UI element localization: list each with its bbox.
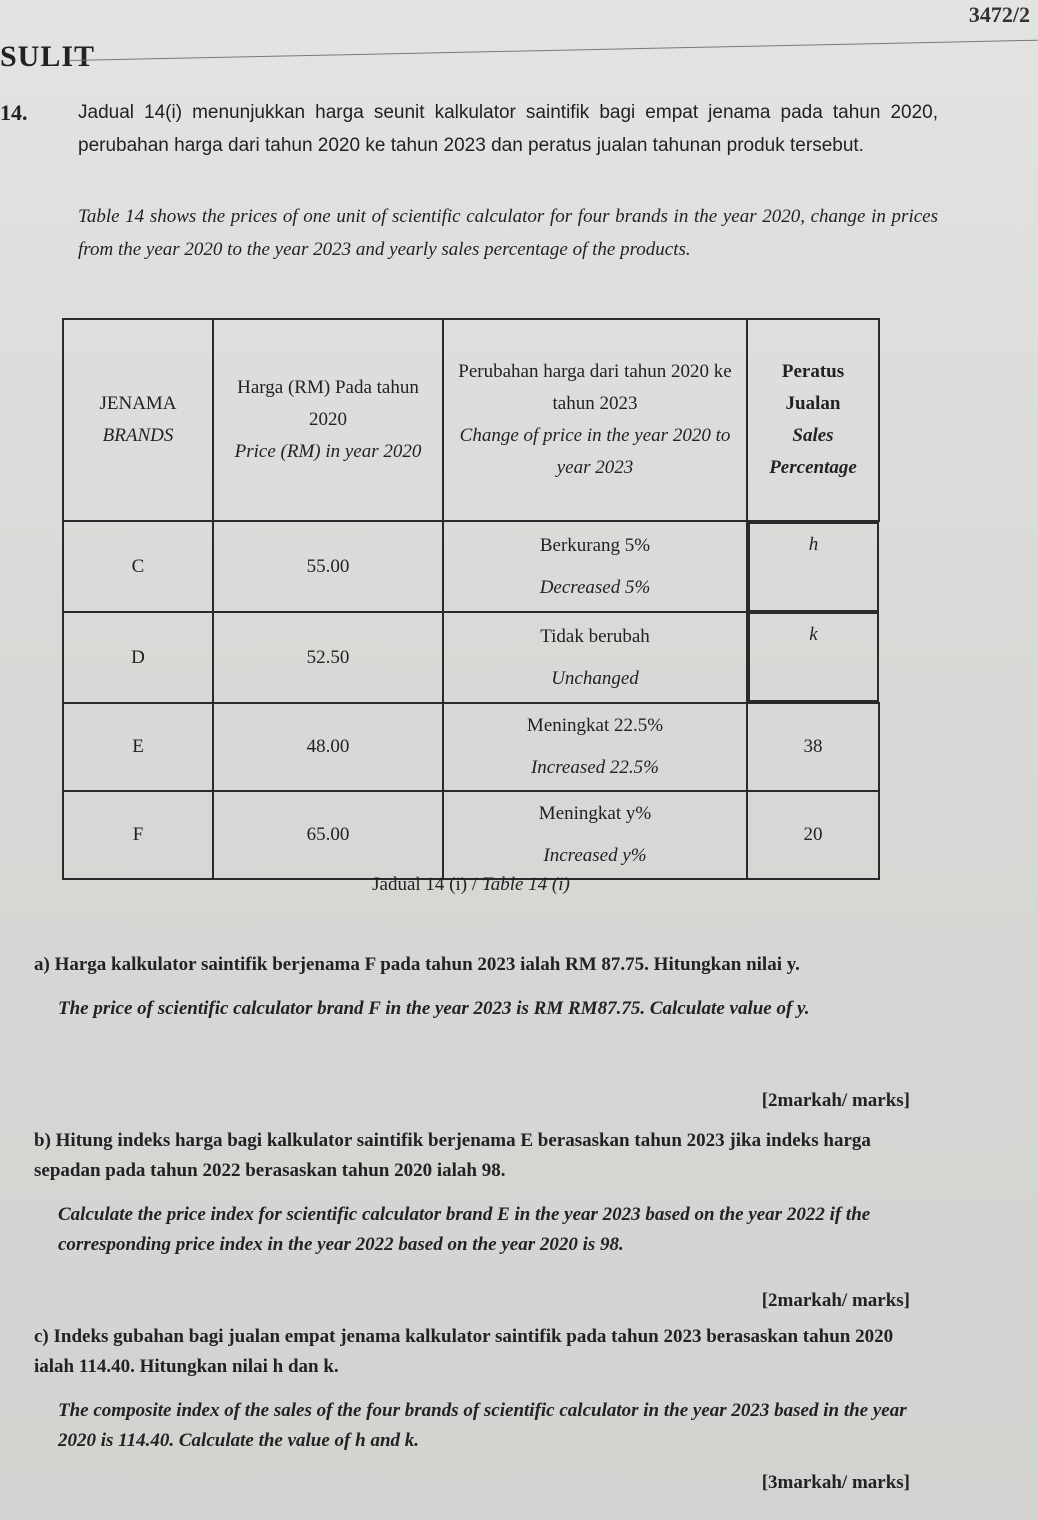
header-change [443,319,747,521]
paper-code: 3472/2 [968,2,1030,27]
part-b-malay: b) Hitung indeks harga bagi kalkulator saintifik berjenama E berasaskan tahun 2023 jika indeks harga sepadan pada tahun 2022 berasaskan tahun 2020 ialah 98. [34,1130,871,1181]
cell-change-ms: Meningkat y% [538,803,652,824]
table-row [63,521,879,612]
header-price-ms: Harga (RM) Pada tahun 2020 [237,377,419,430]
cell-price: 65.00 [213,791,443,879]
header-price-en: Price (RM) in year 2020 [234,441,422,462]
cell-sales: k [748,612,879,702]
part-b-english: Calculate the price index for scientific calculator brand E in the year 2023 based on the year 2022 if the corresponding price index in the year 2022 based on the year 2020 is 98. [58,1204,871,1255]
cell-change-en: Decreased 5% [539,576,651,598]
header-change-en: Change of price in the year 2020 to year 2023 [459,425,731,478]
table-caption-en: Table 14 (i) [481,874,570,895]
header-sales-en: Sales Percentage [769,425,857,478]
header-brand [63,319,213,521]
cell-change-en: Unchanged [551,667,639,689]
cell-price: 48.00 [213,703,443,791]
cell-change-en: Increased 22.5% [530,757,660,778]
part-a-marks: [2markah/ marks] [761,1090,910,1111]
classification-label: SULIT [0,40,96,73]
table-row [63,703,879,791]
cell-change [443,791,747,879]
question-intro-malay: Jadual 14(i) menunjukkan harga seunit kalkulator saintifik bagi empat jenama pada tahun 2020, perubahan harga dari tahun 2020 ke tahun 2023 dan peratus jualan tahunan produk tersebut. [78,102,938,156]
cell-sales: h [748,522,879,612]
question-number: 14. [0,100,28,125]
cell-price: 55.00 [213,521,443,612]
table-caption-ms: Jadual 14 (i) / [372,874,482,895]
part-c-malay: c) Indeks gubahan bagi jualan empat jenama kalkulator saintifik pada tahun 2023 berasaskan tahun 2020 ialah 114.40. Hitungkan nilai h dan k. [34,1326,894,1377]
cell-change [443,521,747,612]
header-brand-en: BRANDS [102,425,174,446]
question-intro-english: Table 14 shows the prices of one unit of scientific calculator for four brands in the year 2020, change in prices from the year 2020 to the year 2023 and yearly sales percentage of the products. [78,206,938,260]
question-part-a [34,950,914,1024]
header-brand-ms: JENAMA [99,393,177,414]
cell-change-ms: Berkurang 5% [539,534,651,556]
cell-change [443,612,747,703]
cell-brand: D [63,612,213,703]
cell-brand: C [63,521,213,612]
table-caption [62,874,880,896]
cell-brand: F [63,791,213,879]
question-part-c [34,1322,914,1456]
cell-change-en: Increased y% [543,845,647,866]
header-divider [70,40,1038,61]
part-a-malay: a) Harga kalkulator saintifik berjenama F pada tahun 2023 ialah RM 87.75. Hitungkan nilai y. [34,954,800,975]
header-price [213,319,443,521]
header-change-ms: Perubahan harga dari tahun 2020 ke tahun 2023 [458,361,732,414]
calculator-price-table [62,318,880,880]
cell-price: 52.50 [213,612,443,703]
part-a-english: The price of scientific calculator brand F in the year 2023 is RM RM87.75. Calculate value of y. [58,998,810,1019]
part-c-marks: [3markah/ marks] [761,1472,910,1493]
cell-sales: 20 [747,791,879,879]
table-row [63,612,879,703]
table-row [63,791,879,879]
question-part-b [34,1126,914,1260]
part-b-marks: [2markah/ marks] [761,1290,910,1311]
cell-change-ms: Tidak berubah [540,625,650,647]
cell-brand: E [63,703,213,791]
cell-change [443,703,747,791]
cell-sales: 38 [747,703,879,791]
table-header-row [63,319,879,521]
part-c-english: The composite index of the sales of the four brands of scientific calculator in the year 2023 based in the year 2020 is 114.40. Calculate the value of h and k. [58,1400,907,1451]
header-sales [747,319,879,521]
cell-change-ms: Meningkat 22.5% [526,715,664,736]
header-sales-ms: Peratus Jualan [781,361,845,414]
